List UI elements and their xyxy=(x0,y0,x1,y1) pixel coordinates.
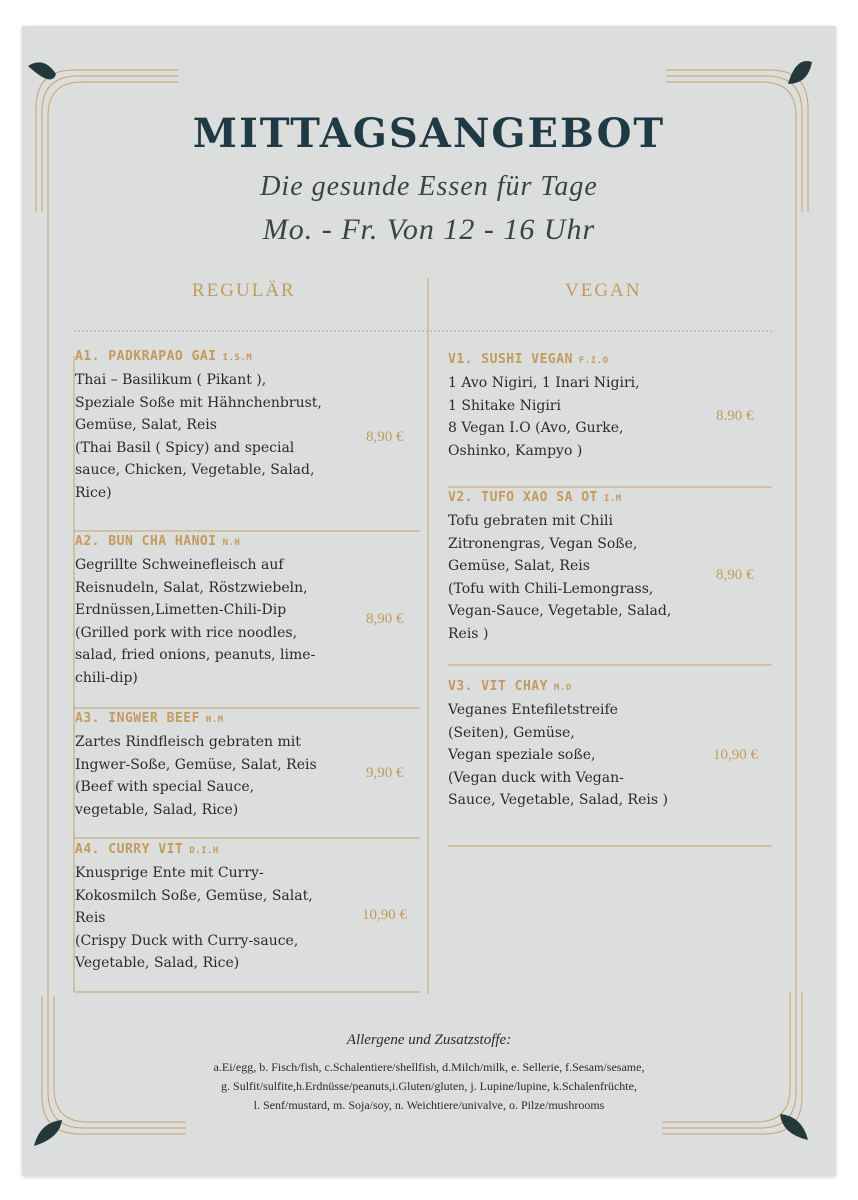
allergen-line: g. Sulfit/sulfite,h.Erdnüsse/peanuts,i.Gluten/gluten, j. Lupine/lupine, k.Schalenfrüchte, xyxy=(221,1079,637,1093)
dish-price: 8,90 € xyxy=(716,567,754,583)
dish-description: 1 Avo Nigiri, 1 Inari Nigiri, 1 Shitake Nigiri 8 Vegan I.O (Avo, Gurke, Oshinko, Kampyo ) xyxy=(448,375,640,459)
allergen-line: l. Senf/mustard, m. Soja/soy, n. Weichtiere/univalve, o. Pilze/mushrooms xyxy=(253,1098,605,1112)
page-subtitle: Die gesunde Essen für Tage xyxy=(260,171,598,202)
column-header-vegan: VEGAN xyxy=(565,280,642,301)
dish-name: A4. CURRY VIT xyxy=(75,842,184,857)
dish-title xyxy=(448,679,668,694)
dish-name: V1. SUSHI VEGAN xyxy=(448,352,573,367)
menu-item xyxy=(75,711,317,821)
dish-description: Tofu gebraten mit Chili Zitronengras, Vegan Soße, Gemüse, Salat, Reis (Tofu with Chili-Lemongrass, Vegan-Sauce, Vegetable, Salad, Reis ) xyxy=(448,513,672,642)
dish-description: Zartes Rindfleisch gebraten mit Ingwer-Soße, Gemüse, Salat, Reis (Beef with special Sauce, vegetable, Salad, Rice) xyxy=(75,734,317,818)
menu-item xyxy=(448,490,671,645)
dish-price: 10,90 € xyxy=(713,747,758,763)
dish-title xyxy=(75,349,322,364)
dish-description: Knusprige Ente mit Curry- Kokosmilch Soße, Gemüse, Salat, Reis (Crispy Duck with Curry-sauce, Vegetable, Salad, Rice) xyxy=(75,865,313,971)
allergen-code: H.M xyxy=(205,715,224,725)
dish-price: 9,90 € xyxy=(366,765,404,781)
allergen-code: F.I.O xyxy=(578,356,609,366)
menu-item xyxy=(448,679,668,812)
dish-price: 10,90 € xyxy=(362,907,407,923)
dish-price: 8.90 € xyxy=(716,408,754,424)
dish-name: A3. INGWER BEEF xyxy=(75,711,200,726)
allergen-code: I.S.M xyxy=(222,353,253,363)
allergen-heading: Allergene und Zusatzstoffe: xyxy=(346,1032,512,1048)
dish-description: Gegrillte Schweinefleisch auf Reisnudeln, Salat, Röstzwiebeln, Erdnüssen,Limetten-Chili-Dip (Grilled pork with rice noodles, salad, fried onions, peanuts, lime- chili-dip) xyxy=(75,557,316,686)
dish-title xyxy=(75,534,315,549)
opening-hours: Mo. - Fr. Von 12 - 16 Uhr xyxy=(262,213,596,246)
menu-item xyxy=(75,534,315,689)
menu-item xyxy=(75,842,313,975)
allergen-code: N.H xyxy=(222,538,241,548)
dish-title xyxy=(75,711,317,726)
allergen-code: I.M xyxy=(603,494,622,504)
menu-item xyxy=(75,349,322,504)
column-header-regular: REGULÄR xyxy=(192,280,296,301)
dish-name: A2. BUN CHA HANOI xyxy=(75,534,217,549)
dish-price: 8,90 € xyxy=(366,611,404,627)
dish-name: V3. VIT CHAY xyxy=(448,679,548,694)
allergen-line: a.Ei/egg, b. Fisch/fish, c.Schalentiere/shellfish, d.Milch/milk, e. Sellerie, f.Sesam/sesame, xyxy=(213,1060,645,1074)
dish-title xyxy=(448,352,640,367)
dish-description: Veganes Entefiletstreife (Seiten), Gemüse, Vegan speziale soße, (Vegan duck with Vegan- Sauce, Vegetable, Salad, Reis ) xyxy=(448,702,668,808)
dish-title xyxy=(448,490,671,505)
dish-title xyxy=(75,842,313,857)
dish-name: V2. TUFO XAO SA OT xyxy=(448,490,598,505)
dish-name: A1. PADKRAPAO GAI xyxy=(75,349,217,364)
menu-item xyxy=(448,352,640,462)
page-title: MITTAGSANGEBOT xyxy=(192,110,666,157)
allergen-code: M.O xyxy=(553,683,572,693)
allergen-code: D.I.H xyxy=(189,846,219,856)
menu-sheet xyxy=(22,26,836,1176)
dish-description: Thai – Basilikum ( Pikant ), Speziale Soße mit Hähnchenbrust, Gemüse, Salat, Reis (Thai Basil ( Spicy) and special sauce, Chicken, Vegetable, Salad, Rice) xyxy=(75,372,322,501)
dish-price: 8,90 € xyxy=(366,429,404,445)
